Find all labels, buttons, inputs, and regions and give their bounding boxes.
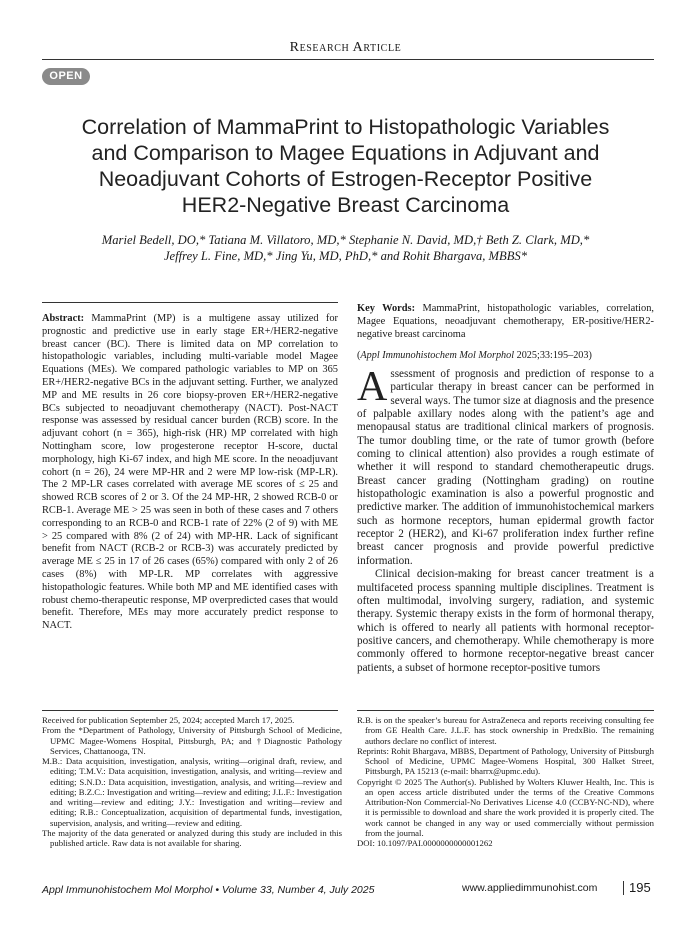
footnote-reprints: Reprints: Rohit Bhargava, MBBS, Department of Pathology, University of Pittsburgh School of Medicine, UPMC Magee-Womens Hospital, 300 Halket Street, Pittsburgh, PA 15213 (e-mail: bharrx@upmc.edu). [357,745,654,777]
footer-url[interactable]: www.appliedimmunohist.com [462,882,598,894]
footnote-data: The majority of the data generated or analyzed during this study are included in this published article. Raw data is not available for sharing. [42,827,342,848]
abstract-rule [42,302,338,303]
footnote-rule [42,710,338,711]
page-number: 195 [629,880,651,895]
section-label: Research Article [289,40,402,55]
footnote-doi[interactable]: DOI: 10.1097/PAI.0000000000001262 [357,838,493,848]
footer-journal: Appl Immunohistochem Mol Morphol • Volume 33, Number 4, July 2025 [42,884,375,896]
title-line: and Comparison to Magee Equations in Adjuvant and [91,141,600,165]
title-line: Correlation of MammaPrint to Histopathologic Variables [81,115,610,139]
footnote-disclosure: R.B. is on the speaker’s bureau for AstraZeneca and reports receiving consulting fee from GE Health Care. J.L.F. has stock ownership in PredxBio. The remaining authors declare no conflict of interest. [357,715,654,746]
keywords [357,303,654,341]
citation-details: 2025;33:195–203 [516,350,589,361]
author-line: Jeffrey L. Fine, MD,* Jing Yu, MD, PhD,* and Rohit Bhargava, MBBS* [163,249,528,263]
abstract [42,313,338,633]
abstract-text: MammaPrint (MP) is a multigene assay utilized for prognostic and predictive use in early stage ER+/HER2-negative breast cancer (BC). There is limited data on MP correlation to histopathologic variables, including multi-variable model Magee Equations (MEs). We compared pathologic variables to MP on 365 ER+/HER2-negative BCs in the adjuvant setting. Further, we analyzed MP and ME results in 26 core biopsy-proven ER+/HER2-negative BCs subjected to neoadjuvant chemotherapy (NACT). Post-NACT response was assessed by residual cancer burden (RCB) score. In the adjuvant cohort (n = 365), high-risk (HR) MP correlated with high Nottingham score, low progesterone receptor H-score, ductal morphology, high Ki-67 index, and high ME score. In the neoadjuvant cohort (n = 26), 24 were MP-HR and 2 were MP low-risk (MP-LR). The 2 MP-LR cases correlated with average ME scores of ≤ 25 and showed RCB scores of 2 or 3. Of the 24 MP-HR, 2 showed RCB-0 or RCB-1. Average ME > 25 was seen in both of these cases and 7 others corresponding to an RCB-0 and RCB-1 rate of 22% (2 of 9) with ME > 25 compared with 8% (2 of 24) with MP-HR. Lack of significant benefit from NACT (RCB-2 or RCB-3) was accurately predicted by average ME ≤ 25 in 17 of 26 cases (65%) compared with only 2 of 26 cases (8%) with MP-LR. MP correlates with aggressive histopathologic features. While both MP and ME identified cases with robust chemo-therapeutic response, MP overpredicted cases that would benefit. Therefore, MEs may more accurately predict response to NACT. [42,313,338,632]
abstract-label: Abstract: [42,313,85,324]
author-list [30,232,661,264]
footnotes-right [357,715,654,848]
body-paragraph: Clinical decision-making for breast cancer treatment is a multifaceted process spanning multiple disciplines. Treatment is often multimodal, involving surgery, radiation, and systemic therapy. Systemic therapy exists in the form of hormonal therapy, which is offered to nearly all patients with hormonal receptor-positive cancers, and chemotherapy. While chemotherapy is more commonly offered to hormone receptor-negative breast cancer patients, a subset of hormone receptor-positive tumors [357,568,654,674]
body-paragraph: ssessment of prognosis and prediction of response to a particular therapy in breast cancer can be performed in several ways. The tumor size at diagnosis and the presence of palpable axillary nodes along with the patient’s age and menopausal status are traditional clinical markers of prognosis. The tumor doubling time, or the rate of tumor growth (before coming to clinical attention) also provides a rough estimate of whether it will respond to standard chemotherapeutic drugs. Breast cancer grading (Nottingham grading) on routine histopathologic examination is also a powerful prognostic and predictive marker. The addition of immunohistochemical markers such as hormone receptors, human epidermal growth factor receptor 2 (HER2), and Ki-67 proliferation index further refine breast cancer prognosis and provide powerful predictive information. [357,368,654,567]
footnote-copyright: Copyright © 2025 The Author(s). Published by Wolters Kluwer Health, Inc. This is an open access article distributed under the terms of the Creative Commons Attribution-Non Commercial-No Derivatives License 4.0 (CCBY-NC-ND), where it is permissible to download and share the work provided it is properly cited. The work cannot be changed in any way or used commercially without permission from the journal. [357,776,654,838]
citation-journal: Appl Immunohistochem Mol Morphol [360,350,515,361]
open-access-badge: OPEN [42,68,90,85]
keywords-text: MammaPrint, histopathologic variables, correlation, Magee Equations, neoadjuvant chemotherapy, ER-positive/HER2-negative breast carcinoma [357,303,654,340]
footnotes-left [42,715,342,848]
title-line: Neoadjuvant Cohorts of Estrogen-Receptor Positive [98,167,593,191]
body-text [357,364,654,675]
drop-cap: A [357,364,388,410]
keywords-label: Key Words: [357,303,416,314]
footnote-contributions: M.B.: Data acquisition, investigation, analysis, writing—original draft, review, and editing; T.M.V.: Data acquisition, investigation, analysis, and writing—review and editing; S.N.D.: Data acquisition, investigation, analysis, and writing—review and editing; B.Z.C.: Investigation and writing—review and editing; J.L.F.: Investigation and writing—review and editing; J.Y.: Investigation and writing—review and editing; R.B.: Conceptualization, acquisition of departmental funds, investigation, supervision, analysis, and writing—review and editing. [42,756,342,828]
header-rule [42,59,654,60]
footnote-received: Received for publication September 25, 2024; accepted March 17, 2025. [42,715,295,725]
author-line: Mariel Bedell, DO,* Tatiana M. Villatoro, MD,* Stephanie N. David, MD,† Beth Z. Clark, MD,* [101,233,590,247]
citation: (Appl Immunohistochem Mol Morphol 2025;33:195–203) [357,350,592,361]
footer-separator [623,881,624,895]
title-line: HER2-Negative Breast Carcinoma [181,193,510,217]
footnote-rule [357,710,654,711]
article-title [30,114,661,218]
footnote-affiliation: From the *Department of Pathology, University of Pittsburgh School of Medicine, UPMC Magee-Womens Hospital, Pittsburgh, PA; and †Diagnostic Pathology Services, Chattanooga, TN. [42,725,342,756]
